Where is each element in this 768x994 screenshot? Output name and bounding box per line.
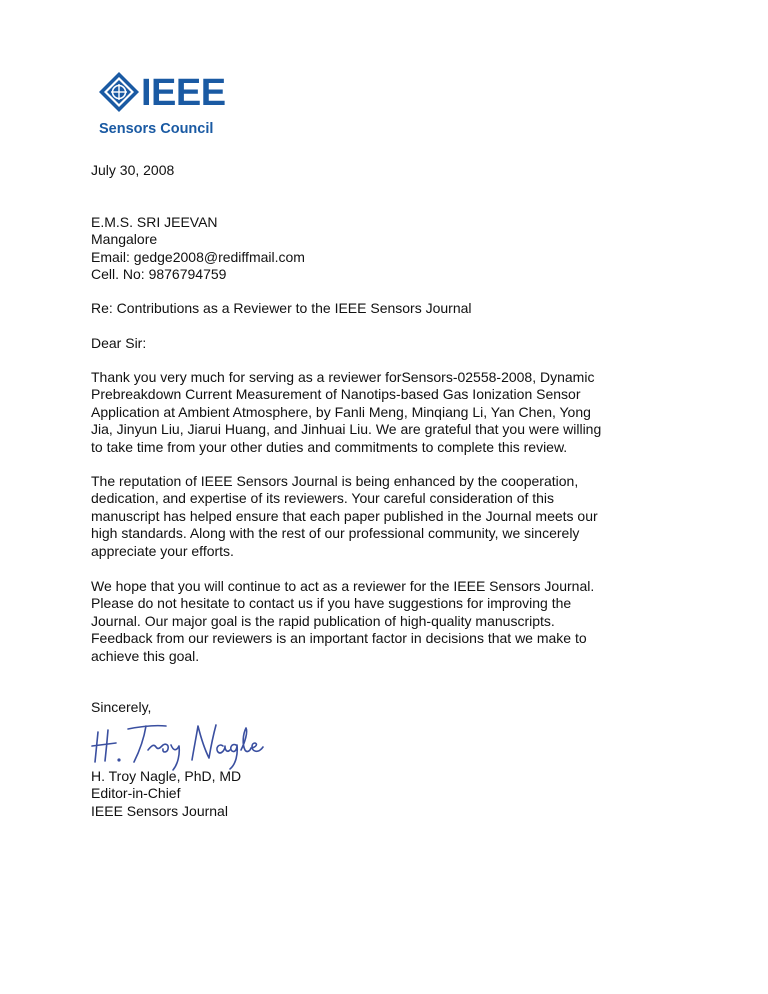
paragraph-line: Thank you very much for serving as a reviewer forSensors-02558-2008, Dynamic	[91, 369, 595, 385]
recipient-city: Mangalore	[91, 231, 158, 248]
paragraph-line: high standards. Along with the rest of our professional community, we sincerely	[91, 525, 580, 542]
paragraph-line: Feedback from our reviewers is an important factor in decisions that we make to	[91, 630, 587, 647]
recipient-name: E.M.S. SRI JEEVAN	[91, 214, 218, 230]
paragraph-line: Prebreakdown Current Measurement of Nanotips-based Gas Ionization Sensor	[91, 386, 581, 403]
closing: Sincerely,	[91, 699, 152, 715]
paragraph-line: dedication, and expertise of its reviewers. Your careful consideration of this	[91, 490, 555, 507]
paragraph-line: Please do not hesitate to contact us if you have suggestions for improving the	[91, 595, 572, 612]
paragraph-line: appreciate your efforts.	[91, 542, 234, 559]
ieee-sensors-council-logo	[97, 70, 237, 140]
subject-line: Re: Contributions as a Reviewer to the IEEE Sensors Journal	[91, 300, 472, 316]
recipient-email: Email: gedge2008@rediffmail.com	[91, 248, 305, 265]
paragraph-line: to take time from your other duties and commitments to complete this review.	[91, 438, 568, 455]
paragraph-line: We hope that you will continue to act as a reviewer for the IEEE Sensors Journal.	[91, 578, 595, 594]
recipient-cell: Cell. No: 9876794759	[91, 266, 227, 283]
paragraph-line: The reputation of IEEE Sensors Journal is being enhanced by the cooperation,	[91, 473, 579, 489]
signatory-publication: IEEE Sensors Journal	[91, 802, 228, 819]
paragraph-line: Journal. Our major goal is the rapid publication of high-quality manuscripts.	[91, 612, 555, 629]
logo-wordmark: IEEE	[141, 72, 226, 114]
ieee-diamond-icon	[97, 70, 141, 114]
signatory-title: Editor-in-Chief	[91, 785, 181, 802]
signatory-name: H. Troy Nagle, PhD, MD	[91, 768, 242, 784]
salutation: Dear Sir:	[91, 335, 147, 351]
paragraph-line: Jia, Jinyun Liu, Jiarui Huang, and Jinhuai Liu. We are grateful that you were willing	[91, 421, 602, 438]
paragraph-line: Application at Ambient Atmosphere, by Fanli Meng, Minqiang Li, Yan Chen, Yong	[91, 403, 591, 420]
letter-date: July 30, 2008	[91, 162, 175, 178]
paragraph-line: manuscript has helped ensure that each paper published in the Journal meets our	[91, 507, 598, 524]
paragraph-line: achieve this goal.	[91, 647, 200, 664]
logo-council-name: Sensors Council	[99, 121, 214, 137]
handwritten-signature	[88, 712, 268, 772]
